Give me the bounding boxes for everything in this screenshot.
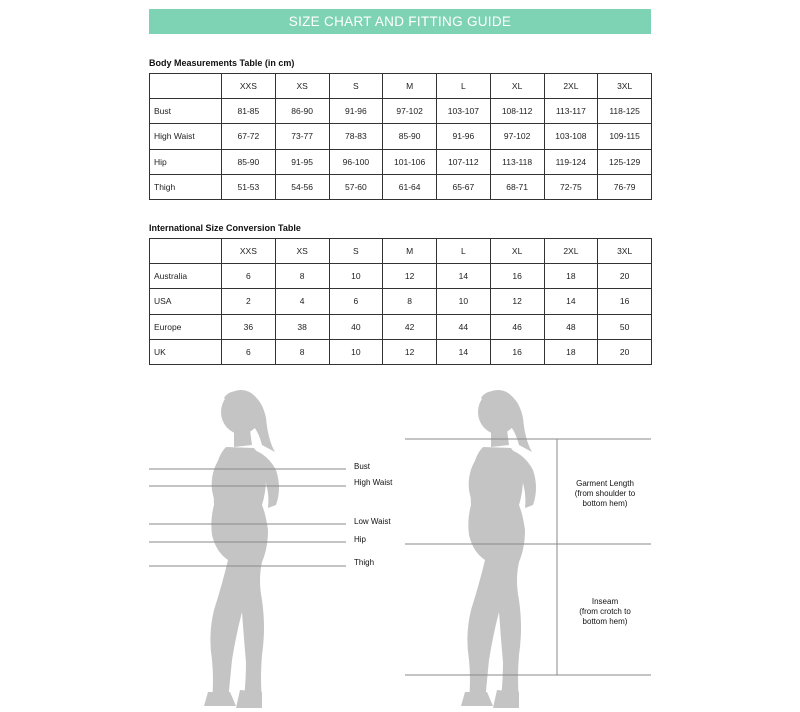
row-label-cell: Europe <box>150 314 222 339</box>
header-cell: 2XL <box>544 74 598 99</box>
value-cell: 36 <box>222 314 276 339</box>
row-label-cell: High Waist <box>150 124 222 149</box>
label-inseam <box>562 597 648 627</box>
garment-length-sub1: (from shoulder to <box>574 489 636 498</box>
header-cell: XXS <box>222 74 276 99</box>
value-cell: 14 <box>544 289 598 314</box>
value-cell: 118-125 <box>598 99 652 124</box>
value-cell: 85-90 <box>383 124 437 149</box>
value-cell: 6 <box>329 289 383 314</box>
value-cell: 14 <box>437 339 491 364</box>
header-cell: 3XL <box>598 239 652 264</box>
value-cell: 97-102 <box>383 99 437 124</box>
label-bust: Bust <box>354 462 371 471</box>
value-cell: 10 <box>437 289 491 314</box>
inseam-sub2: bottom hem) <box>582 617 628 626</box>
value-cell: 91-96 <box>329 99 383 124</box>
row-label-cell: UK <box>150 339 222 364</box>
value-cell: 40 <box>329 314 383 339</box>
body-table-caption: Body Measurements Table (in cm) <box>149 58 295 68</box>
header-cell: S <box>329 74 383 99</box>
value-cell: 50 <box>598 314 652 339</box>
value-cell: 6 <box>222 264 276 289</box>
value-cell: 18 <box>544 264 598 289</box>
value-cell: 48 <box>544 314 598 339</box>
row-label-cell: Bust <box>150 99 222 124</box>
value-cell: 96-100 <box>329 149 383 174</box>
value-cell: 18 <box>544 339 598 364</box>
right-silhouette <box>461 390 536 708</box>
garment-length-sub2: bottom hem) <box>582 499 628 508</box>
label-garment-length <box>562 479 648 509</box>
header-cell: XL <box>490 239 544 264</box>
value-cell: 46 <box>490 314 544 339</box>
value-cell: 101-106 <box>383 149 437 174</box>
value-cell: 76-79 <box>598 174 652 199</box>
value-cell: 14 <box>437 264 491 289</box>
header-cell: XL <box>490 74 544 99</box>
value-cell: 8 <box>275 339 329 364</box>
value-cell: 78-83 <box>329 124 383 149</box>
header-cell: M <box>383 74 437 99</box>
value-cell: 91-96 <box>437 124 491 149</box>
value-cell: 125-129 <box>598 149 652 174</box>
value-cell: 68-71 <box>490 174 544 199</box>
label-high-waist: High Waist <box>354 478 393 487</box>
value-cell: 20 <box>598 264 652 289</box>
value-cell: 16 <box>598 289 652 314</box>
value-cell: 61-64 <box>383 174 437 199</box>
inseam-sub1: (from crotch to <box>579 607 631 616</box>
value-cell: 20 <box>598 339 652 364</box>
header-cell: M <box>383 239 437 264</box>
value-cell: 103-107 <box>437 99 491 124</box>
value-cell: 91-95 <box>275 149 329 174</box>
row-label-cell: Thigh <box>150 174 222 199</box>
header-cell: XXS <box>222 239 276 264</box>
label-thigh: Thigh <box>354 558 375 567</box>
inseam-title: Inseam <box>591 597 619 606</box>
value-cell: 12 <box>383 339 437 364</box>
row-label-cell: USA <box>150 289 222 314</box>
left-silhouette <box>204 390 279 708</box>
value-cell: 103-108 <box>544 124 598 149</box>
value-cell: 16 <box>490 264 544 289</box>
value-cell: 109-115 <box>598 124 652 149</box>
value-cell: 16 <box>490 339 544 364</box>
value-cell: 54-56 <box>275 174 329 199</box>
page-title: SIZE CHART AND FITTING GUIDE <box>288 14 512 29</box>
value-cell: 72-75 <box>544 174 598 199</box>
value-cell: 107-112 <box>437 149 491 174</box>
value-cell: 10 <box>329 339 383 364</box>
intl-table-caption: International Size Conversion Table <box>149 223 301 233</box>
value-cell: 12 <box>490 289 544 314</box>
value-cell: 38 <box>275 314 329 339</box>
header-cell: XS <box>275 74 329 99</box>
value-cell: 8 <box>383 289 437 314</box>
garment-length-title: Garment Length <box>576 479 634 488</box>
value-cell: 81-85 <box>222 99 276 124</box>
value-cell: 2 <box>222 289 276 314</box>
value-cell: 67-72 <box>222 124 276 149</box>
header-cell: L <box>437 74 491 99</box>
value-cell: 65-67 <box>437 174 491 199</box>
header-cell: L <box>437 239 491 264</box>
value-cell: 73-77 <box>275 124 329 149</box>
value-cell: 97-102 <box>490 124 544 149</box>
value-cell: 42 <box>383 314 437 339</box>
label-low-waist: Low Waist <box>354 517 391 526</box>
value-cell: 86-90 <box>275 99 329 124</box>
value-cell: 51-53 <box>222 174 276 199</box>
row-label-cell: Hip <box>150 149 222 174</box>
value-cell: 57-60 <box>329 174 383 199</box>
label-hip: Hip <box>354 535 367 544</box>
value-cell: 10 <box>329 264 383 289</box>
value-cell: 8 <box>275 264 329 289</box>
header-cell: 3XL <box>598 74 652 99</box>
value-cell: 113-118 <box>490 149 544 174</box>
value-cell: 108-112 <box>490 99 544 124</box>
header-cell: S <box>329 239 383 264</box>
value-cell: 119-124 <box>544 149 598 174</box>
header-cell: 2XL <box>544 239 598 264</box>
value-cell: 113-117 <box>544 99 598 124</box>
value-cell: 44 <box>437 314 491 339</box>
row-label-cell: Australia <box>150 264 222 289</box>
value-cell: 12 <box>383 264 437 289</box>
value-cell: 85-90 <box>222 149 276 174</box>
value-cell: 6 <box>222 339 276 364</box>
value-cell: 4 <box>275 289 329 314</box>
header-cell: XS <box>275 239 329 264</box>
